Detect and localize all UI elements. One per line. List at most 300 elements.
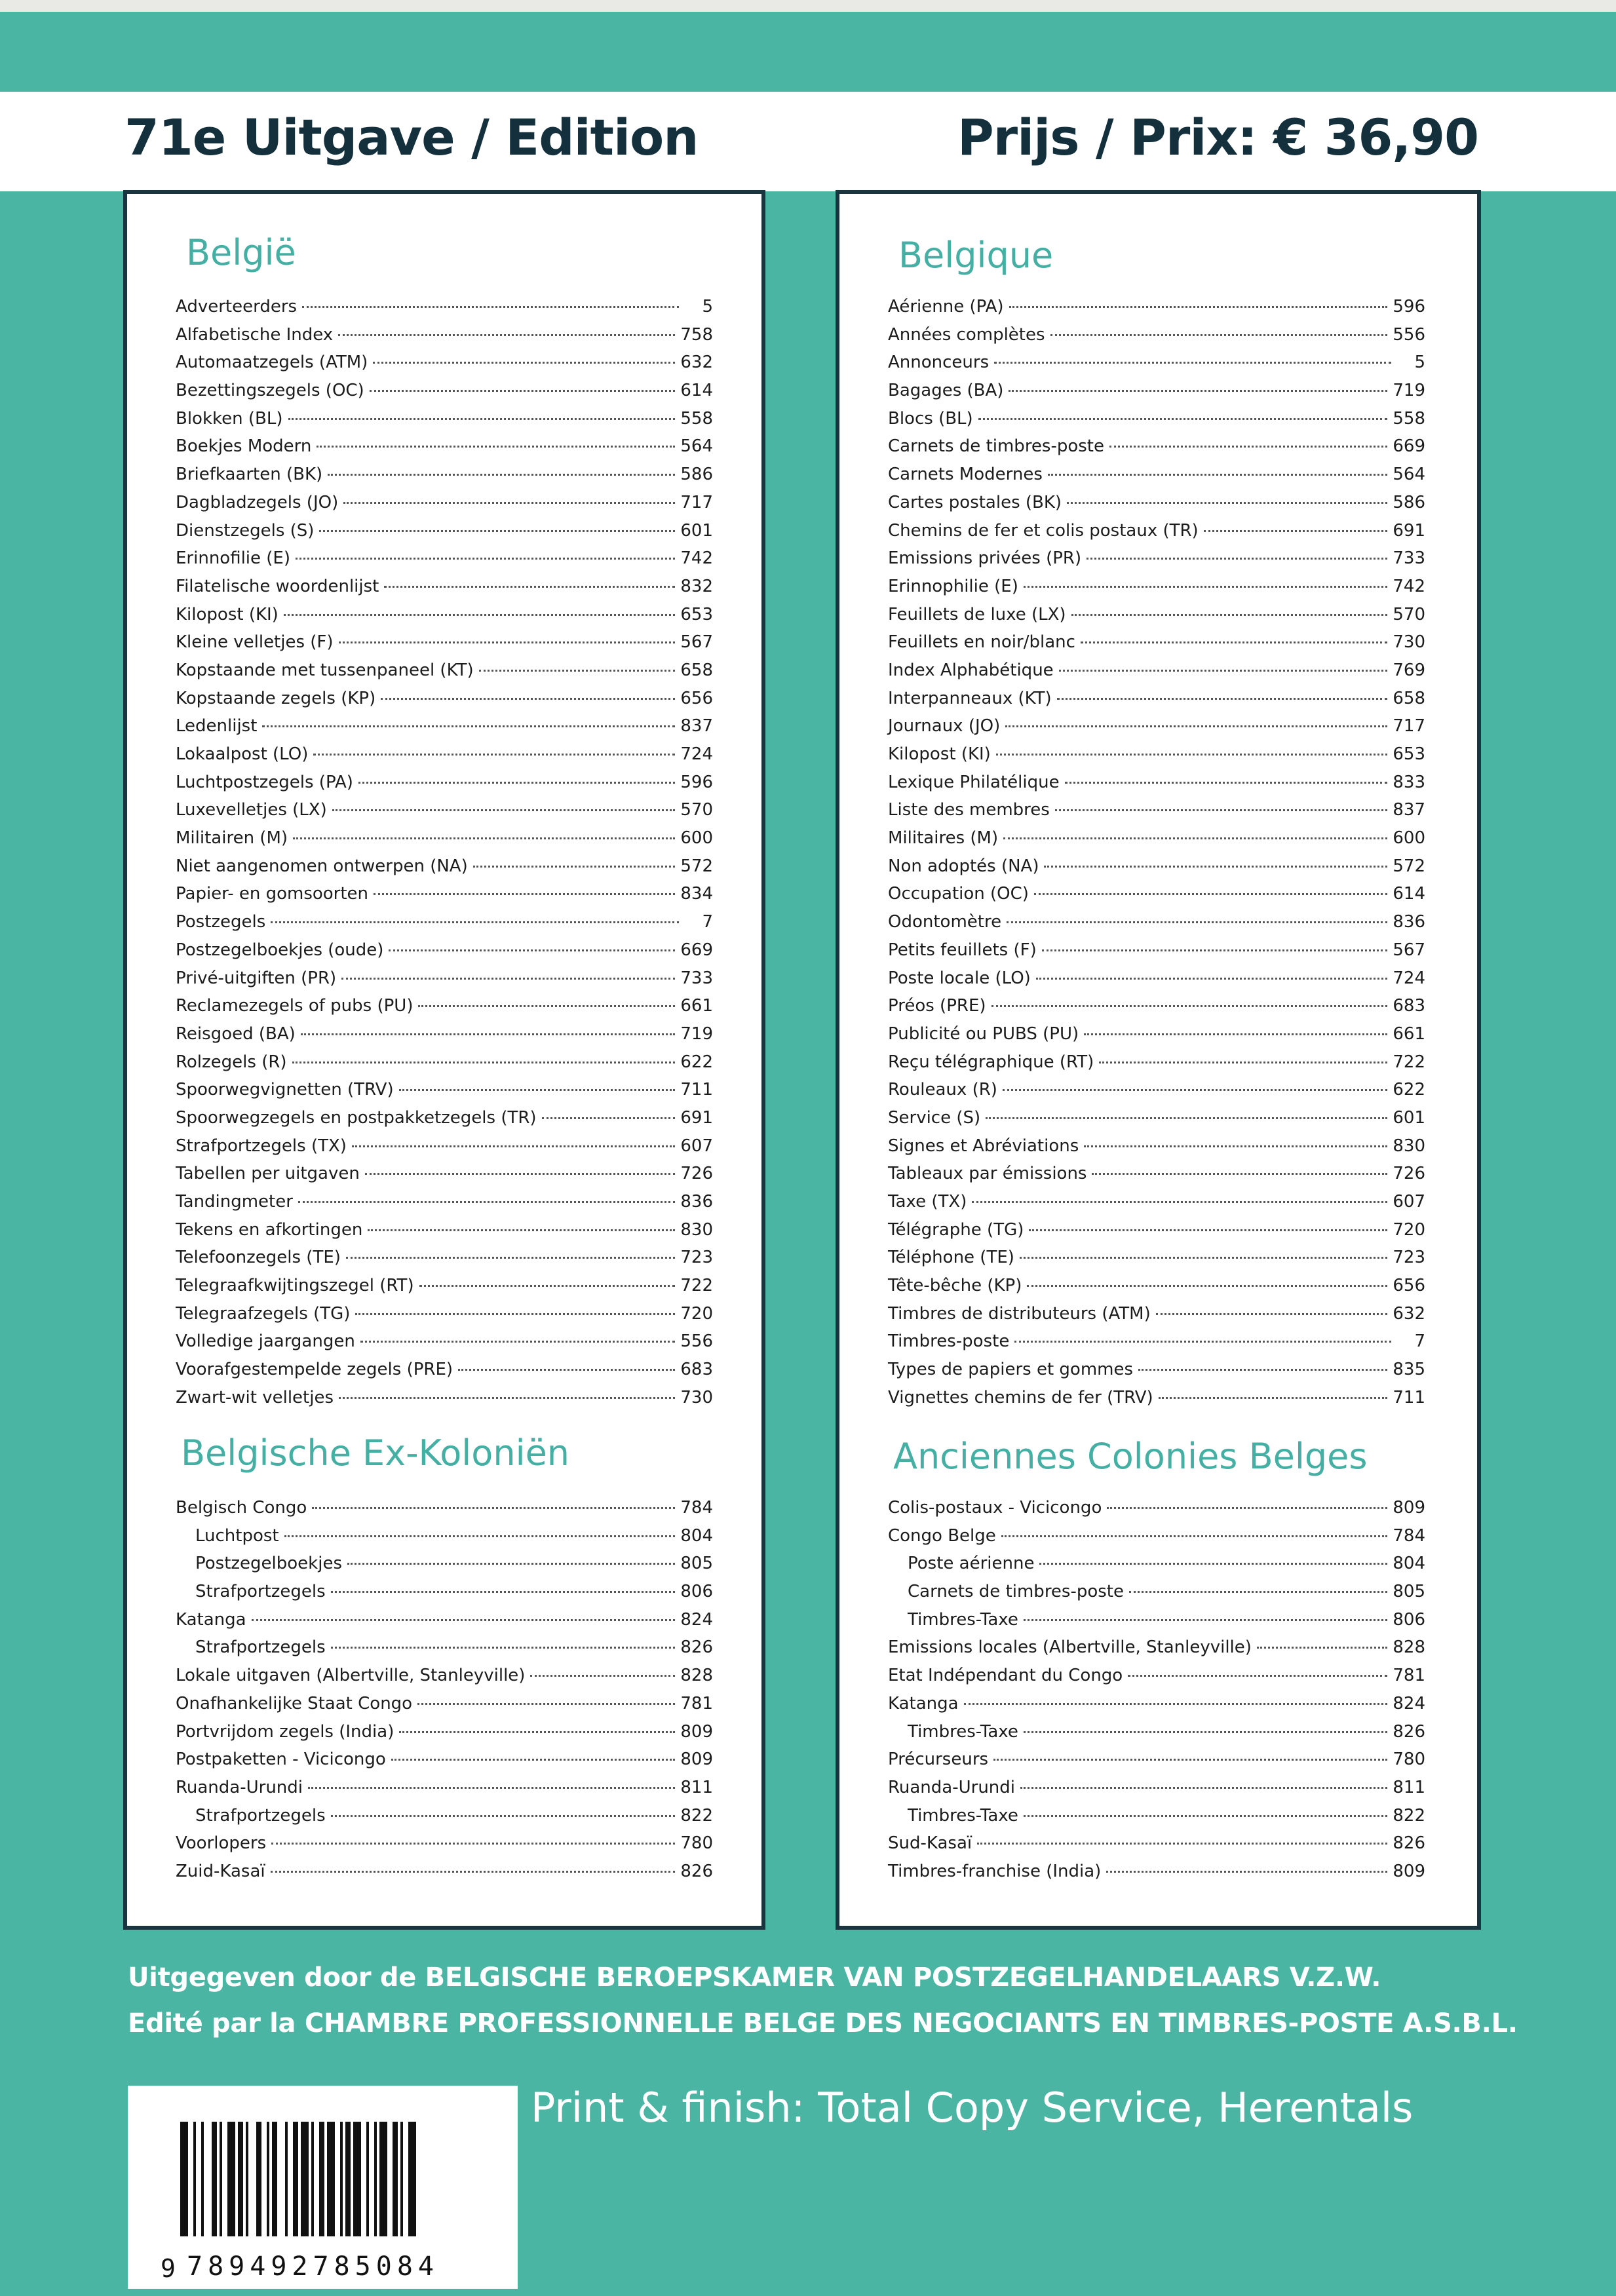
index-entry-label: Tabellen per uitgaven [176, 1164, 360, 1184]
index-entry-page: 614 [680, 381, 713, 401]
index-entry-label: Signes et Abréviations [888, 1136, 1079, 1156]
index-entry [888, 773, 1425, 801]
index-list-anciennes-colonies [888, 1498, 1425, 1890]
index-entry-page: 826 [680, 1861, 713, 1881]
index-entry-page: 811 [1393, 1777, 1425, 1797]
index-entry [888, 1526, 1425, 1554]
index-entry-label: Kilopost (KI) [888, 744, 991, 764]
dot-leader [1257, 1647, 1387, 1649]
index-entry [888, 1304, 1425, 1332]
index-entry-label: Préos (PRE) [888, 996, 986, 1016]
index-entry-label: Luxevelletjes (LX) [176, 800, 327, 820]
index-entry-page: 632 [1393, 1303, 1425, 1324]
index-entry [176, 1637, 713, 1666]
index-entry-page: 822 [680, 1805, 713, 1826]
index-entry-label: Dienstzegels (S) [176, 520, 315, 541]
index-entry [888, 1637, 1425, 1666]
index-entry [176, 325, 713, 353]
dot-leader [296, 558, 675, 560]
index-entry-label: Taxe (TX) [888, 1192, 967, 1212]
index-entry [888, 744, 1425, 773]
index-entry [888, 1331, 1425, 1360]
index-entry [888, 1080, 1425, 1108]
index-entry-label: Types de papiers et gommes [888, 1360, 1134, 1380]
index-entry-label: Timbres-Taxe [908, 1721, 1018, 1742]
dot-leader [347, 1563, 675, 1565]
index-entry-page: 669 [680, 940, 713, 960]
index-entry-page: 826 [1393, 1833, 1425, 1854]
index-entry [888, 605, 1425, 633]
dot-leader [418, 1005, 675, 1007]
index-entry [176, 1024, 713, 1052]
index-entry-label: Katanga [888, 1693, 959, 1713]
index-entry-label: Feuillets de luxe (LX) [888, 604, 1066, 624]
index-entry-page: 809 [680, 1721, 713, 1742]
index-entry-label: Index Alphabétique [888, 660, 1054, 680]
dot-leader [317, 446, 675, 448]
index-entry-page: 828 [680, 1666, 713, 1686]
dot-leader [365, 1173, 676, 1175]
index-entry-label: Poste locale (LO) [888, 968, 1031, 988]
index-entry [888, 632, 1425, 660]
index-entry-page: 658 [680, 660, 713, 680]
index-entry [888, 548, 1425, 577]
dot-leader [1009, 390, 1387, 392]
index-entry-label: Militaires (M) [888, 828, 999, 849]
index-entry-label: Reisgoed (BA) [176, 1024, 296, 1044]
dot-leader [331, 1815, 676, 1817]
dot-leader [389, 949, 675, 951]
index-entry-page: 5 [1414, 353, 1425, 373]
dot-leader [271, 921, 679, 923]
dot-leader [373, 362, 675, 364]
index-entry-page: 717 [1393, 716, 1425, 737]
dot-leader [1020, 1787, 1387, 1789]
dot-leader [986, 1117, 1387, 1119]
index-entry [888, 1862, 1425, 1890]
index-entry-page: 720 [1393, 1219, 1425, 1240]
index-entry-page: 720 [680, 1303, 713, 1324]
index-entry [176, 1331, 713, 1360]
index-entry [176, 1108, 713, 1136]
index-entry-page: 600 [680, 828, 713, 849]
index-entry-page: 564 [680, 436, 713, 457]
index-entry-label: Aérienne (PA) [888, 297, 1004, 316]
index-entry-page: 722 [1393, 1052, 1425, 1072]
dot-leader [1024, 1815, 1387, 1817]
index-entry [176, 493, 713, 521]
index-entry-label: Carnets Modernes [888, 465, 1043, 485]
index-entry-label: Congo Belge [888, 1525, 996, 1546]
index-entry-label: Postzegels [176, 912, 266, 932]
index-entry [176, 436, 713, 465]
index-entry [176, 773, 713, 801]
index-entry-page: 719 [1393, 381, 1425, 401]
top-teal-band [0, 0, 1616, 92]
barcode-bar [212, 2122, 217, 2236]
index-entry-page: 572 [680, 856, 713, 876]
index-entry-page: 622 [1393, 1080, 1425, 1100]
index-entry [888, 1722, 1425, 1750]
dot-leader [1055, 809, 1388, 811]
index-entry [176, 297, 713, 325]
dot-leader [991, 1005, 1388, 1007]
edition-heading: 71e Uitgave / Edition [125, 108, 699, 166]
index-entry [176, 1220, 713, 1248]
index-entry-label: Odontomètre [888, 912, 1002, 932]
index-entry-page: 691 [680, 1107, 713, 1128]
index-entry-page: 742 [680, 548, 713, 569]
index-entry-label: Blokken (BL) [176, 408, 283, 429]
index-entry-page: 7 [702, 912, 713, 932]
index-entry-label: Bezettingszegels (OC) [176, 381, 364, 401]
index-entry [888, 1778, 1425, 1806]
index-entry-label: Volledige jaargangen [176, 1331, 355, 1352]
barcode-bar [366, 2122, 369, 2236]
index-entry [888, 577, 1425, 605]
index-entry [888, 1554, 1425, 1582]
dot-leader [312, 1507, 675, 1509]
dot-leader [360, 1341, 676, 1343]
dot-leader [1071, 614, 1388, 616]
index-entry [176, 1052, 713, 1081]
index-entry-label: Belgisch Congo [176, 1498, 307, 1518]
index-entry-page: 661 [1393, 1024, 1425, 1044]
index-entry-label: Reçu télégraphique (RT) [888, 1052, 1094, 1072]
index-entry [176, 716, 713, 744]
index-entry [176, 744, 713, 773]
index-entry [888, 436, 1425, 465]
index-entry-label: Filatelische woordenlijst [176, 576, 379, 596]
dot-leader [370, 390, 676, 392]
barcode-bar [238, 2122, 243, 2236]
dot-leader [358, 782, 675, 784]
dot-leader [343, 502, 675, 504]
dot-leader [1067, 502, 1387, 504]
index-entry-page: 836 [1393, 912, 1425, 932]
index-entry-page: 830 [680, 1219, 713, 1240]
barcode-bar [374, 2122, 377, 2236]
index-entry-page: 711 [680, 1080, 713, 1100]
dot-leader [301, 1033, 676, 1035]
index-entry [888, 1220, 1425, 1248]
index-entry-page: 586 [1393, 492, 1425, 512]
index-entry [176, 1526, 713, 1554]
barcode-bar [327, 2122, 335, 2236]
dot-leader [1107, 1507, 1387, 1509]
index-entry-label: Colis-postaux - Vicicongo [888, 1498, 1102, 1518]
index-entry-label: Alfabetische Index [176, 324, 334, 345]
dot-leader [271, 1871, 676, 1873]
index-entry-page: 733 [1393, 548, 1425, 569]
index-entry-page: 809 [680, 1750, 713, 1770]
dot-leader [328, 474, 675, 476]
index-entry [888, 1694, 1425, 1722]
index-entry [176, 1080, 713, 1108]
index-entry [176, 884, 713, 912]
index-entry-page: 833 [1393, 772, 1425, 792]
dot-leader [346, 1257, 675, 1259]
index-entry-page: 572 [1393, 856, 1425, 876]
index-entry [176, 1778, 713, 1806]
dot-leader [399, 1089, 676, 1091]
index-entry [888, 1360, 1425, 1388]
index-entry-label: Strafportzegels [195, 1637, 326, 1658]
dot-leader [978, 418, 1388, 420]
barcode-bar [353, 2122, 361, 2236]
index-entry [888, 1248, 1425, 1276]
dot-leader [1029, 1229, 1387, 1231]
index-entry-page: 722 [680, 1276, 713, 1296]
dot-leader [1036, 978, 1388, 980]
dot-leader [284, 614, 676, 616]
index-entry-label: Adverteerders [176, 297, 298, 316]
index-entry [176, 1582, 713, 1610]
publisher-line-dutch: Uitgegeven door de BELGISCHE BEROEPSKAMER VAN POSTZEGELHANDELAARS V.Z.W. [128, 1962, 1381, 1993]
index-entry-page: 683 [680, 1360, 713, 1380]
index-entry [888, 297, 1425, 325]
index-entry [176, 1722, 713, 1750]
index-entry-page: 811 [680, 1777, 713, 1797]
index-entry-page: 717 [680, 492, 713, 512]
index-list-belgie [176, 297, 713, 1416]
index-entry [888, 716, 1425, 744]
dot-leader [994, 362, 1391, 364]
index-entry-page: 653 [680, 604, 713, 624]
index-entry [176, 409, 713, 437]
dot-leader [332, 809, 676, 811]
dot-leader [1020, 1257, 1387, 1259]
index-entry [176, 521, 713, 549]
dot-leader [1050, 334, 1388, 336]
dot-leader [1027, 1285, 1387, 1287]
index-entry [888, 521, 1425, 549]
dot-leader [313, 754, 675, 756]
index-entry-label: Kilopost (KI) [176, 604, 279, 624]
index-entry [176, 632, 713, 660]
index-entry-label: Carnets de timbres-poste [888, 436, 1105, 457]
dot-leader [1081, 641, 1387, 643]
index-entry-page: 570 [1393, 604, 1425, 624]
dot-leader [252, 1619, 676, 1621]
index-entry [888, 381, 1425, 409]
dot-leader [271, 1843, 675, 1845]
index-entry [176, 1164, 713, 1192]
index-entry [888, 800, 1425, 828]
index-entry-label: Voorafgestempelde zegels (PRE) [176, 1360, 453, 1380]
index-entry-label: Automaatzegels (ATM) [176, 353, 368, 373]
dot-leader [1042, 949, 1388, 951]
index-entry-label: Zuid-Kasaï [176, 1861, 265, 1881]
index-entry-label: Erinnophilie (E) [888, 576, 1018, 596]
index-entry-label: Précurseurs [888, 1750, 989, 1770]
index-entry-label: Boekjes Modern [176, 436, 312, 457]
index-entry-page: 805 [1393, 1582, 1425, 1602]
dot-leader [1024, 586, 1388, 588]
barcode-bar [301, 2122, 309, 2236]
dot-leader [339, 641, 676, 643]
index-entry-page: 5 [702, 297, 713, 316]
dot-leader [1005, 725, 1387, 727]
index-entry-label: Strafportzegels (TX) [176, 1136, 347, 1156]
dot-leader [1087, 558, 1387, 560]
index-entry-page: 601 [1393, 1107, 1425, 1128]
section-title-belgie: België [186, 232, 296, 273]
index-entry [888, 912, 1425, 940]
index-entry-page: 780 [1393, 1750, 1425, 1770]
dot-leader [352, 1145, 675, 1147]
index-entry-page: 564 [1393, 465, 1425, 485]
index-entry-page: 607 [1393, 1192, 1425, 1212]
index-entry [888, 1108, 1425, 1136]
index-entry [176, 1388, 713, 1416]
index-entry-page: 781 [1393, 1666, 1425, 1686]
dot-leader [1059, 670, 1388, 672]
index-entry-label: Années complètes [888, 324, 1045, 345]
index-entry-page: 824 [680, 1609, 713, 1630]
index-entry-label: Postpaketten - Vicicongo [176, 1750, 386, 1770]
dot-leader [302, 306, 679, 308]
index-entry-label: Bagages (BA) [888, 381, 1004, 401]
index-entry-label: Tandingmeter [176, 1192, 293, 1212]
index-entry-label: Liste des membres [888, 800, 1050, 820]
dot-leader [1204, 530, 1388, 532]
index-entry-label: Occupation (OC) [888, 884, 1029, 904]
dot-leader [331, 1591, 676, 1593]
index-entry [176, 1554, 713, 1582]
dot-leader [308, 1787, 675, 1789]
dot-leader [417, 1703, 675, 1705]
index-entry [176, 1666, 713, 1694]
index-entry-page: 567 [1393, 940, 1425, 960]
index-entry-page: 824 [1393, 1693, 1425, 1713]
dot-leader [331, 1647, 676, 1649]
index-entry [888, 828, 1425, 856]
index-entry-page: 742 [1393, 576, 1425, 596]
index-entry-label: Luchtpostzegels (PA) [176, 772, 353, 792]
index-entry [176, 940, 713, 968]
index-entry-label: Timbres de distributeurs (ATM) [888, 1303, 1151, 1324]
index-entry-page: 596 [1393, 297, 1425, 316]
index-entry [888, 1750, 1425, 1778]
dot-leader [1039, 1563, 1387, 1565]
barcode-bar [285, 2122, 288, 2236]
index-entry [176, 381, 713, 409]
cover-top-edge [0, 0, 1616, 12]
index-entry [176, 1498, 713, 1526]
index-entry-label: Ruanda-Urundi [888, 1777, 1016, 1797]
index-entry-label: Strafportzegels [195, 1805, 326, 1826]
index-entry-label: Papier- en gomsoorten [176, 884, 369, 904]
index-entry-page: 719 [680, 1024, 713, 1044]
dot-leader [1034, 893, 1387, 895]
index-entry-label: Emissions privées (PR) [888, 548, 1082, 569]
index-entry-page: 837 [1393, 800, 1425, 820]
dot-leader [473, 866, 676, 868]
index-entry-page: 658 [1393, 688, 1425, 708]
index-entry [176, 856, 713, 885]
dot-leader [338, 334, 675, 336]
index-entry-page: 661 [680, 996, 713, 1016]
index-entry-page: 804 [1393, 1554, 1425, 1574]
barcode-bar [393, 2122, 398, 2236]
index-entry-label: Timbres-poste [888, 1331, 1010, 1352]
index-entry-page: 724 [680, 744, 713, 764]
index-entry-label: Cartes postales (BK) [888, 492, 1062, 512]
dot-leader [1007, 921, 1387, 923]
index-entry [888, 1610, 1425, 1638]
index-entry [176, 1833, 713, 1862]
index-entry-page: 726 [680, 1164, 713, 1184]
dot-leader [1024, 1619, 1387, 1621]
index-entry [888, 1276, 1425, 1304]
barcode-bar [293, 2122, 298, 2236]
index-entry-page: 730 [1393, 632, 1425, 653]
index-entry-page: 614 [1393, 884, 1425, 904]
dot-leader [1001, 1535, 1388, 1537]
dot-leader [1084, 1033, 1387, 1035]
index-entry-page: 784 [680, 1498, 713, 1518]
dot-leader [1009, 306, 1388, 308]
index-entry-label: Service (S) [888, 1107, 981, 1128]
index-entry-page: 601 [680, 520, 713, 541]
dot-leader [368, 1229, 675, 1231]
index-entry [176, 577, 713, 605]
dot-leader [374, 893, 675, 895]
index-entry-page: 567 [680, 632, 713, 653]
barcode-bar [193, 2122, 196, 2236]
index-entry-label: Feuillets en noir/blanc [888, 632, 1075, 653]
dot-leader [1057, 698, 1388, 700]
index-entry-page: 784 [1393, 1525, 1425, 1546]
index-entry [176, 1136, 713, 1164]
index-entry [888, 1192, 1425, 1220]
index-entry-label: Kopstaande met tussenpaneel (KT) [176, 660, 474, 680]
index-entry-label: Postzegelboekjes (oude) [176, 940, 384, 960]
index-entry-page: 656 [1393, 1276, 1425, 1296]
index-entry-page: 809 [1393, 1861, 1425, 1881]
barcode-bar [408, 2122, 416, 2236]
index-entry-page: 804 [680, 1525, 713, 1546]
dot-leader [355, 1313, 675, 1315]
index-entry-label: Kopstaande zegels (KP) [176, 688, 376, 708]
index-entry-label: Privé-uitgiften (PR) [176, 968, 337, 988]
index-entry [888, 968, 1425, 997]
index-entry [888, 1024, 1425, 1052]
index-entry-label: Télégraphe (TG) [888, 1219, 1024, 1240]
dot-leader [298, 1201, 675, 1203]
index-entry-label: Petits feuillets (F) [888, 940, 1037, 960]
index-entry-label: Etat Indépendant du Congo [888, 1666, 1123, 1686]
index-entry-page: 805 [680, 1554, 713, 1574]
index-entry-page: 558 [680, 408, 713, 429]
index-entry-page: 558 [1393, 408, 1425, 429]
index-entry-label: Vignettes chemins de fer (TRV) [888, 1387, 1153, 1407]
dot-leader [542, 1117, 676, 1119]
index-entry-label: Poste aérienne [908, 1554, 1035, 1574]
index-entry-label: Timbres-franchise (India) [888, 1861, 1102, 1881]
index-entry [888, 325, 1425, 353]
index-entry-page: 556 [1393, 324, 1425, 345]
publisher-line-french: Edité par la CHAMBRE PROFESSIONNELLE BELGE DES NEGOCIANTS EN TIMBRES-POSTE A.S.B.L. [128, 2008, 1518, 2038]
index-entry-label: Portvrijdom zegels (India) [176, 1721, 394, 1742]
index-entry [176, 689, 713, 717]
index-entry-label: Luchtpost [195, 1525, 279, 1546]
section-title-belgique: Belgique [898, 235, 1054, 276]
dot-leader [381, 698, 675, 700]
index-entry [888, 465, 1425, 493]
index-entry-label: Lokaalpost (LO) [176, 744, 309, 764]
